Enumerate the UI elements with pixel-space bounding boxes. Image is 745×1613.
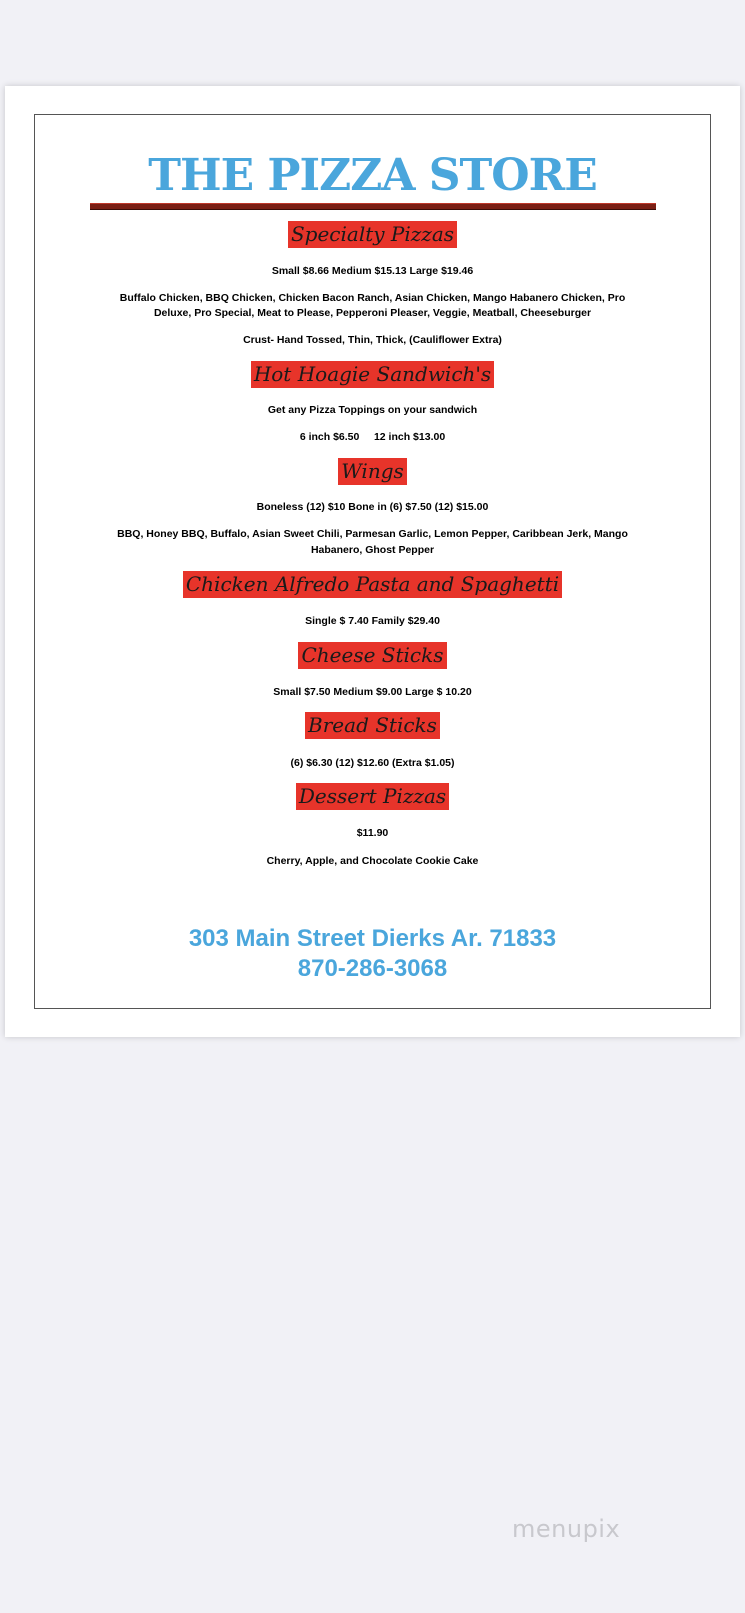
section-heading: Hot Hoagie Sandwich's [251, 361, 494, 388]
store-address: 303 Main Street Dierks Ar. 71833 [188, 925, 557, 952]
section-heading: Chicken Alfredo Pasta and Spaghetti [183, 571, 562, 598]
section-bread-sticks [35, 712, 710, 739]
menu-line: Boneless (12) $10 Bone in (6) $7.50 (12) $15.00 [256, 501, 489, 513]
section-heading: Dessert Pizzas [296, 783, 449, 810]
section-cheese-sticks [35, 642, 710, 669]
menu-line: Small $7.50 Medium $9.00 Large $ 10.20 [273, 686, 472, 698]
section-heading: Cheese Sticks [298, 642, 446, 669]
menupix-watermark: menupix [512, 1515, 621, 1543]
section-specialty-pizzas [35, 221, 710, 248]
menu-sheet [5, 86, 740, 1037]
store-title: THE PIZZA STORE [148, 150, 597, 201]
menu-line: Buffalo Chicken, BBQ Chicken, Chicken Bacon Ranch, Asian Chicken, Mango Habanero Chicken, Pro [119, 292, 626, 304]
menu-line: Habanero, Ghost Pepper [310, 544, 435, 556]
menu-line: $11.90 [356, 827, 389, 839]
menu-line: Deluxe, Pro Special, Meat to Please, Pepperoni Pleaser, Veggie, Meatball, Cheeseburger [153, 307, 592, 319]
menu-line: Get any Pizza Toppings on your sandwich [267, 404, 478, 416]
menu-line: (6) $6.30 (12) $12.60 (Extra $1.05) [290, 757, 455, 769]
menu-line: Crust- Hand Tossed, Thin, Thick, (Cauliflower Extra) [243, 334, 502, 346]
menu-line: Small $8.66 Medium $15.13 Large $19.46 [271, 265, 474, 277]
section-hot-hoagie [35, 361, 710, 388]
menu-line: Single $ 7.40 Family $29.40 [305, 615, 440, 627]
menu-line: BBQ, Honey BBQ, Buffalo, Asian Sweet Chili, Parmesan Garlic, Lemon Pepper, Caribbean Jerk, Mango [117, 528, 628, 540]
section-dessert-pizzas [35, 783, 710, 810]
section-heading: Bread Sticks [305, 712, 440, 739]
menu-frame [34, 114, 711, 1009]
section-chicken-alfredo [35, 571, 710, 598]
menu-line: 6 inch $6.50 12 inch $13.00 [299, 431, 446, 443]
section-heading: Wings [338, 458, 407, 485]
title-underline [90, 203, 656, 210]
store-phone: 870-286-3068 [297, 955, 448, 982]
section-wings [35, 458, 710, 485]
menu-line: Cherry, Apple, and Chocolate Cookie Cake [266, 855, 479, 867]
section-heading: Specialty Pizzas [288, 221, 457, 248]
